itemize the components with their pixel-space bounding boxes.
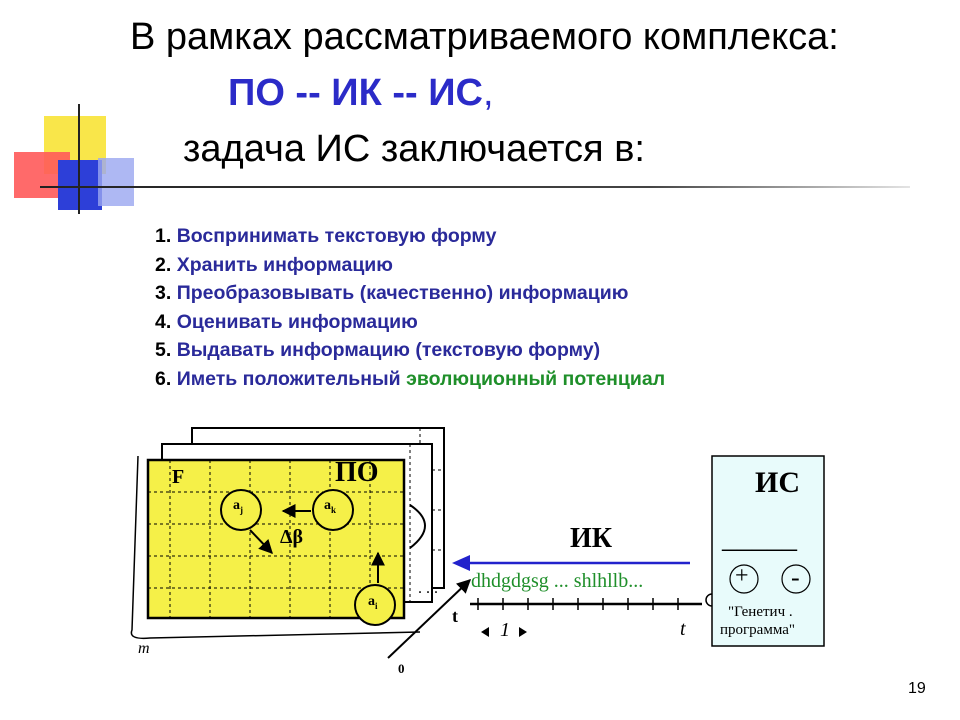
interval-label: 1 xyxy=(500,619,510,641)
aj-label: $a_j$ xyxy=(233,498,243,515)
complex-name: ПО -- ИК -- ИС xyxy=(228,72,483,114)
origin-label: 0 xyxy=(398,661,405,676)
plus-label: + xyxy=(735,563,749,589)
stream-text: dhdgdgsg ... shlhllb... xyxy=(471,570,644,592)
list-item: 2. Хранить информацию xyxy=(155,253,393,276)
m-label: m xyxy=(138,640,150,657)
list-item: 3. Преобразовывать (качественно) информацию xyxy=(155,282,629,304)
ik-label: ИК xyxy=(570,523,613,554)
list-item: 1. Воспринимать текстовую форму xyxy=(155,225,497,247)
t-left-label: t xyxy=(452,606,458,626)
is-divider: _____ xyxy=(722,521,797,554)
is-label: ИС xyxy=(755,466,800,499)
dots-label: . . . xyxy=(418,580,438,597)
ai-label: $a_i$ xyxy=(368,594,378,611)
list-item: 4. Оценивать информацию xyxy=(155,310,418,333)
ik-arrowhead xyxy=(452,555,470,571)
slide-title-line1: В рамках рассматриваемого комплекса: xyxy=(130,16,839,58)
list-item: 6. Иметь положительный эволюционный потенциал xyxy=(155,367,666,390)
genetic-line2: программа" xyxy=(720,622,795,638)
page-number: 19 xyxy=(908,680,926,697)
genetic-line1: "Генетич . xyxy=(728,604,793,620)
ak-label: $a_k$ xyxy=(324,498,337,515)
list-item: 5. Выдавать информацию (текстовую форму) xyxy=(155,339,601,361)
title-comma: , xyxy=(482,72,494,114)
po-label: ПО xyxy=(335,457,379,488)
f-label: F xyxy=(172,466,185,488)
delta-beta-label: Δβ xyxy=(280,526,304,548)
minus-label: - xyxy=(791,563,800,592)
t-right-label: t xyxy=(680,618,686,640)
slide-title-line3: задача ИС заключается в: xyxy=(183,128,645,170)
